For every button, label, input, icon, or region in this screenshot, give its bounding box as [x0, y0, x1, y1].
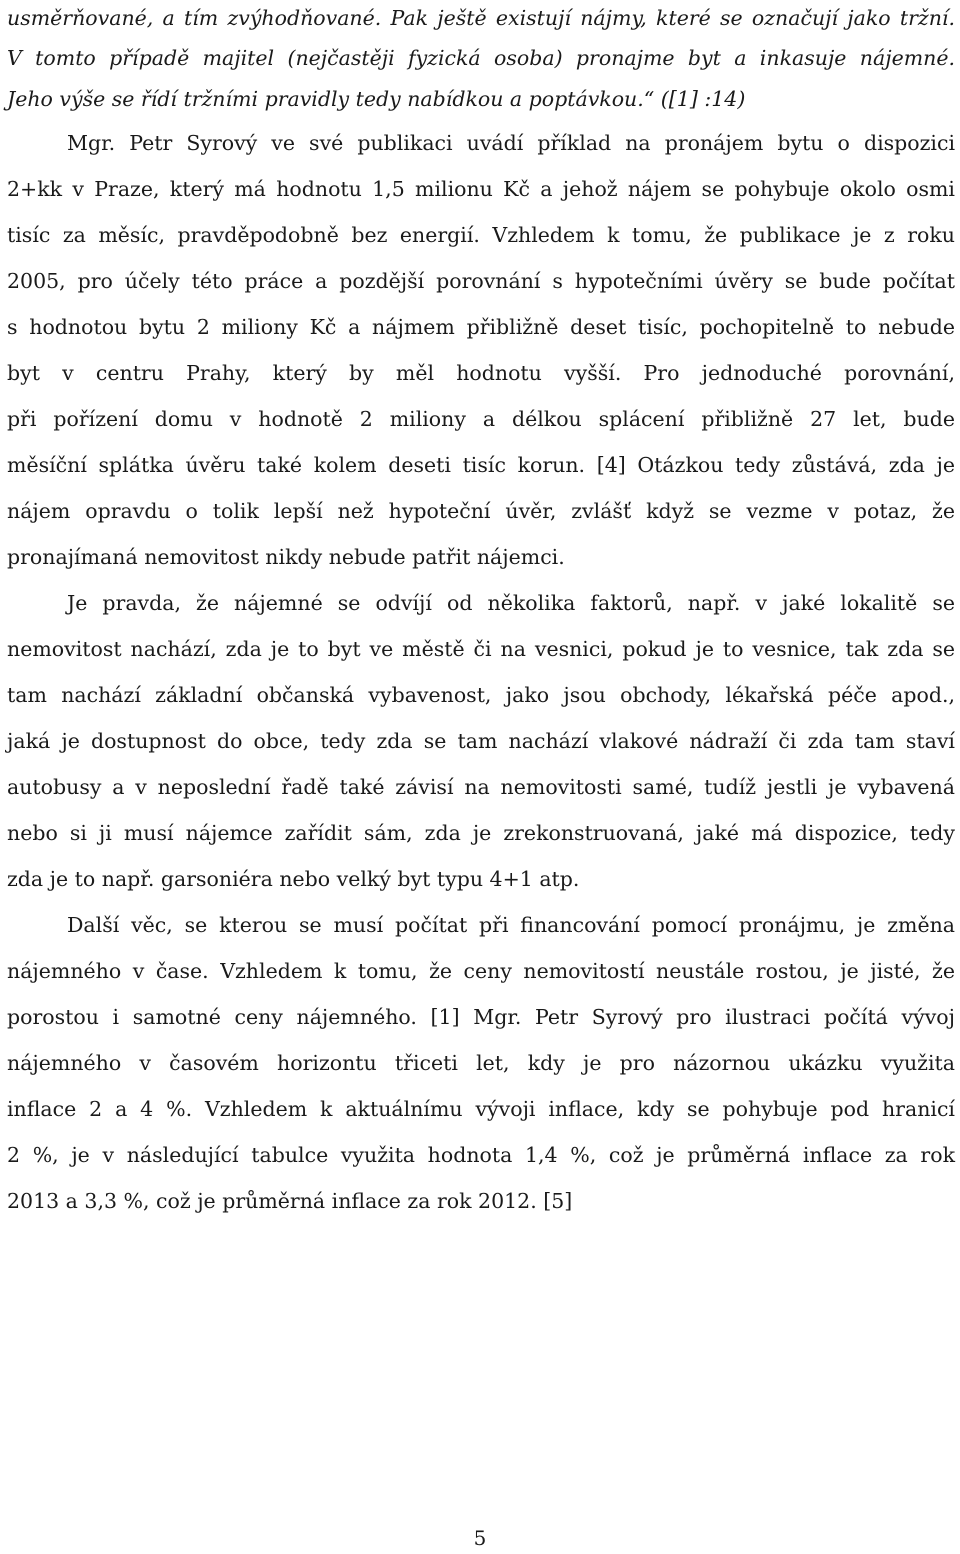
paragraph — [7, 580, 955, 902]
paragraph-line: porostou i samotné ceny nájemného. [1] Mgr. Petr Syrový pro ilustraci počítá vývoj — [7, 1005, 955, 1029]
paragraph-line: zda je to např. garsoniéra nebo velký byt typu 4+1 atp. — [7, 867, 580, 891]
paragraph-line: nájem opravdu o tolik lepší než hypoteční úvěr, zvlášť když se vezme v potaz, že — [7, 499, 955, 523]
quote-line: Jeho výše se řídí tržními pravidly tedy nabídkou a poptávkou.“ ([1] :14) — [7, 87, 746, 111]
paragraph-line: 2013 a 3,3 %, což je průměrná inflace za rok 2012. [5] — [7, 1189, 573, 1213]
paragraph-line: měsíční splátka úvěru také kolem deseti tisíc korun. [4] Otázkou tedy zůstává, zda je — [7, 453, 955, 477]
document-page — [7, 0, 955, 1224]
paragraph-line: s hodnotou bytu 2 miliony Kč a nájmem přibližně deset tisíc, pochopitelně to nebude — [7, 315, 955, 339]
paragraph-line: inflace 2 a 4 %. Vzhledem k aktuálnímu vývoji inflace, kdy se pohybuje pod hranicí — [7, 1097, 955, 1121]
paragraph-line: 2005, pro účely této práce a pozdější porovnání s hypotečními úvěry se bude počítat — [7, 269, 955, 293]
paragraph-line: Další věc, se kterou se musí počítat při financování pomocí pronájmu, je změna — [67, 913, 955, 937]
page-number: 5 — [473, 1526, 487, 1550]
paragraph-line: při pořízení domu v hodnotě 2 miliony a délkou splácení přibližně 27 let, bude — [7, 407, 955, 431]
paragraph-line: nemovitost nachází, zda je to byt ve městě či na vesnici, pokud je to vesnice, tak zda se — [7, 637, 955, 661]
paragraph-line: Je pravda, že nájemné se odvíjí od několika faktorů, např. v jaké lokalitě se — [67, 591, 955, 615]
paragraph-line: Mgr. Petr Syrový ve své publikaci uvádí příklad na pronájem bytu o dispozici — [67, 131, 955, 155]
paragraph-line: pronajímaná nemovitost nikdy nebude patřit nájemci. — [7, 545, 565, 569]
quote-block — [7, 0, 955, 120]
paragraph-line: 2 %, je v následující tabulce využita hodnota 1,4 %, což je průměrná inflace za rok — [7, 1143, 955, 1167]
quote-line: usměrňované, a tím zvýhodňované. Pak ještě existují nájmy, které se označují jako tržní. — [7, 6, 955, 30]
paragraph — [7, 902, 955, 1224]
paragraph-line: nebo si ji musí nájemce zařídit sám, zda je zrekonstruovaná, jaké má dispozice, tedy — [7, 821, 955, 845]
paragraph-line: byt v centru Prahy, který by měl hodnotu vyšší. Pro jednoduché porovnání, — [7, 361, 955, 385]
paragraph-line: tisíc za měsíc, pravděpodobně bez energií. Vzhledem k tomu, že publikace je z roku — [7, 223, 955, 247]
paragraph-line: nájemného v časovém horizontu třiceti let, kdy je pro názornou ukázku využita — [7, 1051, 955, 1075]
paragraph-line: autobusy a v neposlední řadě také závisí na nemovitosti samé, tudíž jestli je vybavená — [7, 775, 955, 799]
paragraph-line: nájemného v čase. Vzhledem k tomu, že ceny nemovitostí neustále rostou, je jisté, že — [7, 959, 955, 983]
paragraph-line: tam nachází základní občanská vybavenost, jako jsou obchody, lékařská péče apod., — [7, 683, 955, 707]
paragraph — [7, 120, 955, 580]
paragraph-line: 2+kk v Praze, který má hodnotu 1,5 milionu Kč a jehož nájem se pohybuje okolo osmi — [7, 177, 955, 201]
quote-line: V tomto případě majitel (nejčastěji fyzická osoba) pronajme byt a inkasuje nájemné. — [7, 46, 955, 70]
paragraph-line: jaká je dostupnost do obce, tedy zda se tam nachází vlakové nádraží či zda tam staví — [7, 729, 955, 753]
